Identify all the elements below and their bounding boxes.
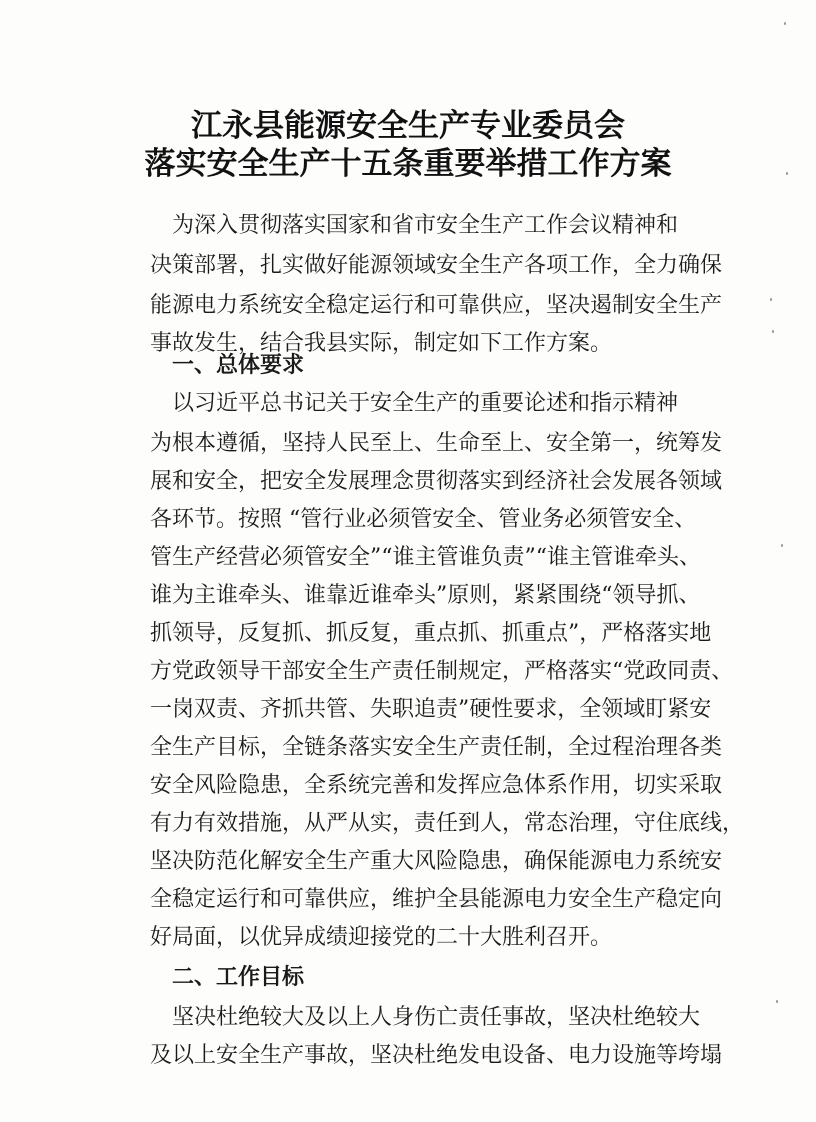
- scan-speck: [776, 1000, 778, 1003]
- paragraph-requirements-line: 以习近平总书记关于安全生产的重要论述和指示精神: [172, 391, 679, 416]
- paragraph-goals-line: 坚决杜绝较大及以上人身伤亡责任事故，坚决杜绝较大: [172, 1005, 701, 1030]
- paragraph-requirements-line: 抓领导，反复抓、抓反复，重点抓、抓重点”，严格落实地: [150, 621, 712, 646]
- paragraph-requirements-line: 展和安全，把安全发展理念贯彻落实到经济社会发展各领域: [150, 469, 723, 494]
- paragraph-intro-line: 能源电力系统安全稳定运行和可靠供应，坚决遏制安全生产: [150, 293, 723, 318]
- paragraph-requirements-line: 方党政领导干部安全生产责任制规定，严格落实“党政同责、: [150, 659, 734, 684]
- paragraph-goals-line: 及以上安全生产事故，坚决杜绝发电设备、电力设施等垮塌: [150, 1043, 723, 1068]
- scan-speck: [784, 22, 786, 25]
- document-title-line1: 江永县能源安全生产专业委员会: [191, 108, 625, 144]
- paragraph-intro-line: 事故发生，结合我县实际，制定如下工作方案。: [150, 331, 613, 356]
- paragraph-requirements-line: 各环节。按照 “管行业必须管安全、管业务必须管安全、: [150, 507, 697, 532]
- paragraph-requirements-line: 有力有效措施，从严从实，责任到人，常态治理，守住底线，: [150, 811, 745, 836]
- document-title-line2: 落实安全生产十五条重要举措工作方案: [144, 146, 672, 182]
- scan-speck: [786, 172, 788, 175]
- paragraph-requirements-line: 全稳定运行和可靠供应，维护全县能源电力安全生产稳定向: [150, 887, 723, 912]
- scan-speck: [781, 544, 783, 547]
- scan-speck: [772, 330, 774, 333]
- paragraph-requirements-line: 坚决防范化解安全生产重大风险隐患，确保能源电力系统安: [150, 849, 723, 874]
- paragraph-requirements-line: 谁为主谁牵头、谁靠近谁牵头”原则，紧紧围绕“领导抓、: [150, 583, 701, 608]
- section-heading-overall-requirements: 一、总体要求: [172, 353, 305, 378]
- scan-speck: [770, 298, 772, 301]
- paragraph-requirements-line: 管生产经营必须管安全”“谁主管谁负责”“谁主管谁牵头、: [150, 545, 701, 570]
- paragraph-requirements-line: 全生产目标，全链条落实安全生产责任制，全过程治理各类: [150, 735, 723, 760]
- paragraph-intro-line: 决策部署，扎实做好能源领域安全生产各项工作，全力确保: [150, 253, 723, 278]
- paragraph-intro-line: 为深入贯彻落实国家和省市安全生产工作会议精神和: [172, 213, 679, 238]
- paragraph-requirements-line: 一岗双责、齐抓共管、失职追责”硬性要求，全领域盯紧安: [150, 697, 712, 722]
- paragraph-requirements-line: 为根本遵循，坚持人民至上、生命至上、安全第一，统筹发: [150, 431, 723, 456]
- paragraph-requirements-line: 安全风险隐患，全系统完善和发挥应急体系作用，切实采取: [150, 773, 723, 798]
- section-heading-work-goals: 二、工作目标: [172, 965, 305, 990]
- paragraph-requirements-line: 好局面，以优异成绩迎接党的二十大胜利召开。: [150, 925, 613, 950]
